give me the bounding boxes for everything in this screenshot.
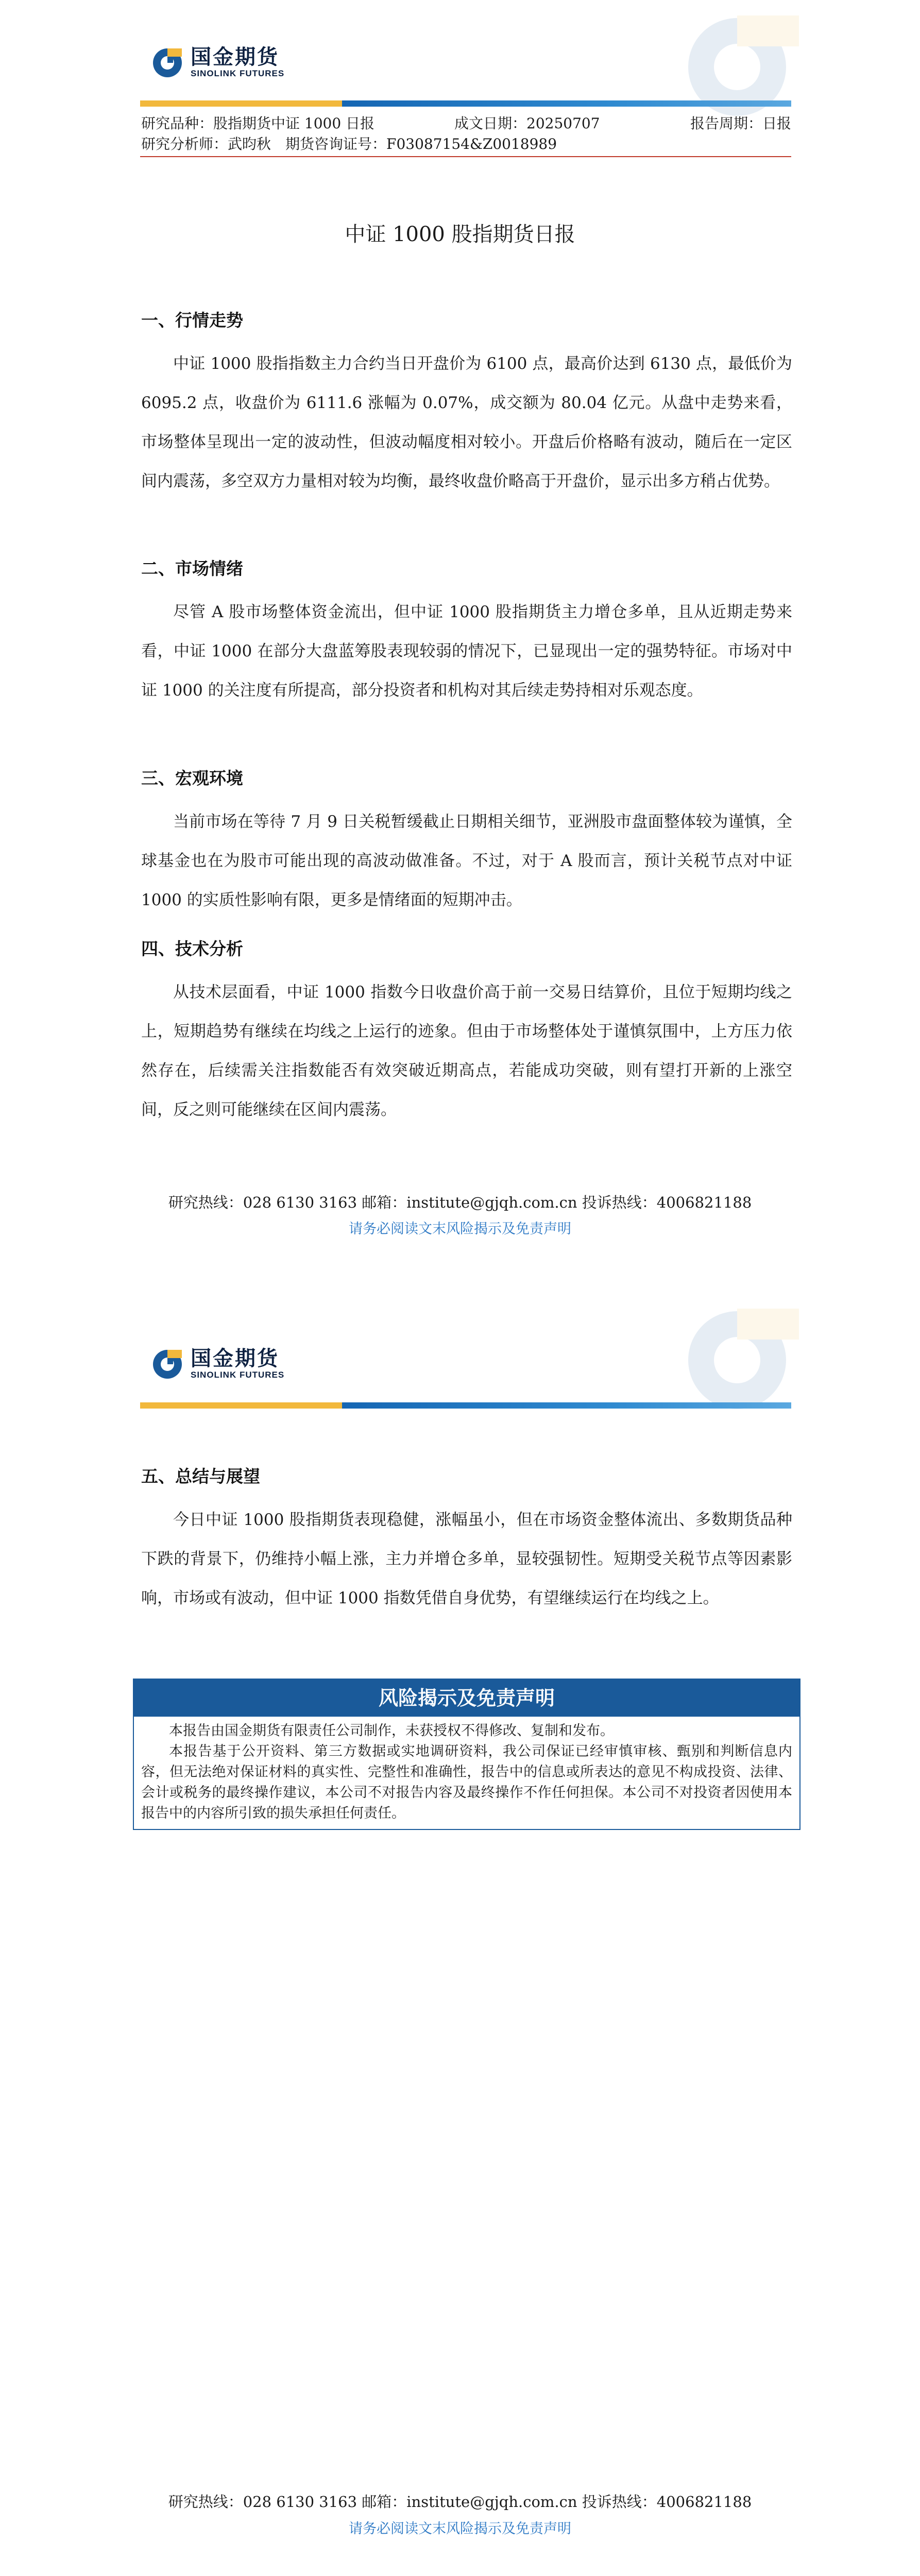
header-color-band xyxy=(140,1402,791,1409)
section-body-summary: 今日中证 1000 股指期货表现稳健，涨幅虽小，但在市场资金整体流出、多数期货品种下跌的背景下，仍维持小幅上涨，主力并增仓多单，显较强韧性。短期受关税节点等因素影响，市场或有波动，但中证 1000 指数凭借自身优势，有望继续运行在均线之上。 xyxy=(141,1511,792,1607)
risk-paragraph: 本报告由国金期货有限责任公司制作，未获授权不得修改、复制和发布。 xyxy=(169,1723,614,1739)
section-heading-market: 一、行情走势 xyxy=(141,310,243,330)
brand-name-en: SINOLINK FUTURES xyxy=(191,1370,285,1380)
watermark-logo-icon xyxy=(652,1298,822,1412)
meta-variety: 研究品种：股指期货中证 1000 日报 xyxy=(141,115,375,132)
brand-name-cn: 国金期货 xyxy=(191,45,279,69)
section-heading-sentiment: 二、市场情绪 xyxy=(141,558,243,579)
meta-date: 成文日期：20250707 xyxy=(454,115,600,132)
section-body-technical: 从技术层面看，中证 1000 指数今日收盘价高于前一交易日结算价，且位于短期均线之上，短期趋势有继续在均线之上运行的迹象。但由于市场整体处于谨慎氛围中，上方压力依然存在，后续需关注指数能否有效突破近期高点，若能成功突破，则有望打开新的上涨空间，反之则可能继续在区间内震荡。 xyxy=(141,983,792,1119)
risk-disclaimer-title: 风险揭示及免责声明 xyxy=(134,1680,799,1717)
risk-disclaimer-box xyxy=(133,1679,800,1830)
brand-logo xyxy=(150,45,284,79)
page-title: 中证 1000 股指期货日报 xyxy=(345,223,575,246)
section-body-market: 中证 1000 股指指数主力合约当日开盘价为 6100 点，最高价达到 6130 点，最低价为 6095.2 点，收盘价为 6111.6 涨幅为 0.07%，成交额为 80.04 亿元。从盘中走势来看，市场整体呈现出一定的波动性，但波动幅度相对较小。开盘后价格略有波动，随后在一定区间内震荡，多空双方力量相对较为均衡，最终收盘价略高于开盘价，显示出多方稍占优势。 xyxy=(141,354,792,490)
footer-notice-link[interactable]: 请务必阅读文末风险揭示及免责声明 xyxy=(349,1221,571,1237)
meta-divider xyxy=(140,156,791,157)
section-heading-summary: 五、总结与展望 xyxy=(141,1466,260,1486)
sinolink-logo-icon xyxy=(150,45,184,79)
meta-period: 报告周期：日报 xyxy=(690,115,791,132)
meta-license: 期货咨询证号：F03087154&Z0018989 xyxy=(285,135,557,152)
report-meta xyxy=(141,113,791,155)
section-body-macro: 当前市场在等待 7 月 9 日关税暂缓截止日期相关细节，亚洲股市盘面整体较为谨慎，全球基金也在为股市可能出现的高波动做准备。不过，对于 A 股而言，预计关税节点对中证 1000 的实质性影响有限，更多是情绪面的短期冲击。 xyxy=(141,812,792,909)
risk-paragraph: 本报告基于公开资料、第三方数据或实地调研资料，我公司保证已经审慎审核、甄别和判断信息内容，但无法绝对保证材料的真实性、完整性和准确性，报告中的信息或所表达的意见不构成投资、法律、会计或税务的最终操作建议，本公司不对报告内容及最终操作不作任何担保。本公司不对投资者因使用本报告中的内容所引致的损失承担任何责任。 xyxy=(141,1743,792,1821)
page-2 xyxy=(0,1301,920,2576)
section-body-sentiment: 尽管 A 股市场整体资金流出，但中证 1000 股指期货主力增仓多单，且从近期走势来看，中证 1000 在部分大盘蓝筹股表现较弱的情况下，已显现出一定的强势特征。市场对中证 1000 的关注度有所提高，部分投资者和机构对其后续走势持相对乐观态度。 xyxy=(141,603,792,700)
footer-contact: 研究热线：028 6130 3163 邮箱：institute@gjqh.com.cn 投诉热线：4006821188 xyxy=(168,2493,752,2511)
meta-analyst: 研究分析师：武昀秋 xyxy=(141,135,271,152)
footer-contact: 研究热线：028 6130 3163 邮箱：institute@gjqh.com.cn 投诉热线：4006821188 xyxy=(168,1194,752,1211)
footer-notice-link[interactable]: 请务必阅读文末风险揭示及免责声明 xyxy=(349,2521,571,2537)
section-heading-macro: 三、宏观环境 xyxy=(141,768,243,788)
sinolink-logo-icon xyxy=(150,1347,184,1381)
section-heading-technical: 四、技术分析 xyxy=(141,939,243,959)
brand-name-en: SINOLINK FUTURES xyxy=(191,69,285,78)
header-color-band xyxy=(140,100,791,107)
brand-name-cn: 国金期货 xyxy=(191,1347,279,1370)
brand-logo xyxy=(150,1347,284,1381)
